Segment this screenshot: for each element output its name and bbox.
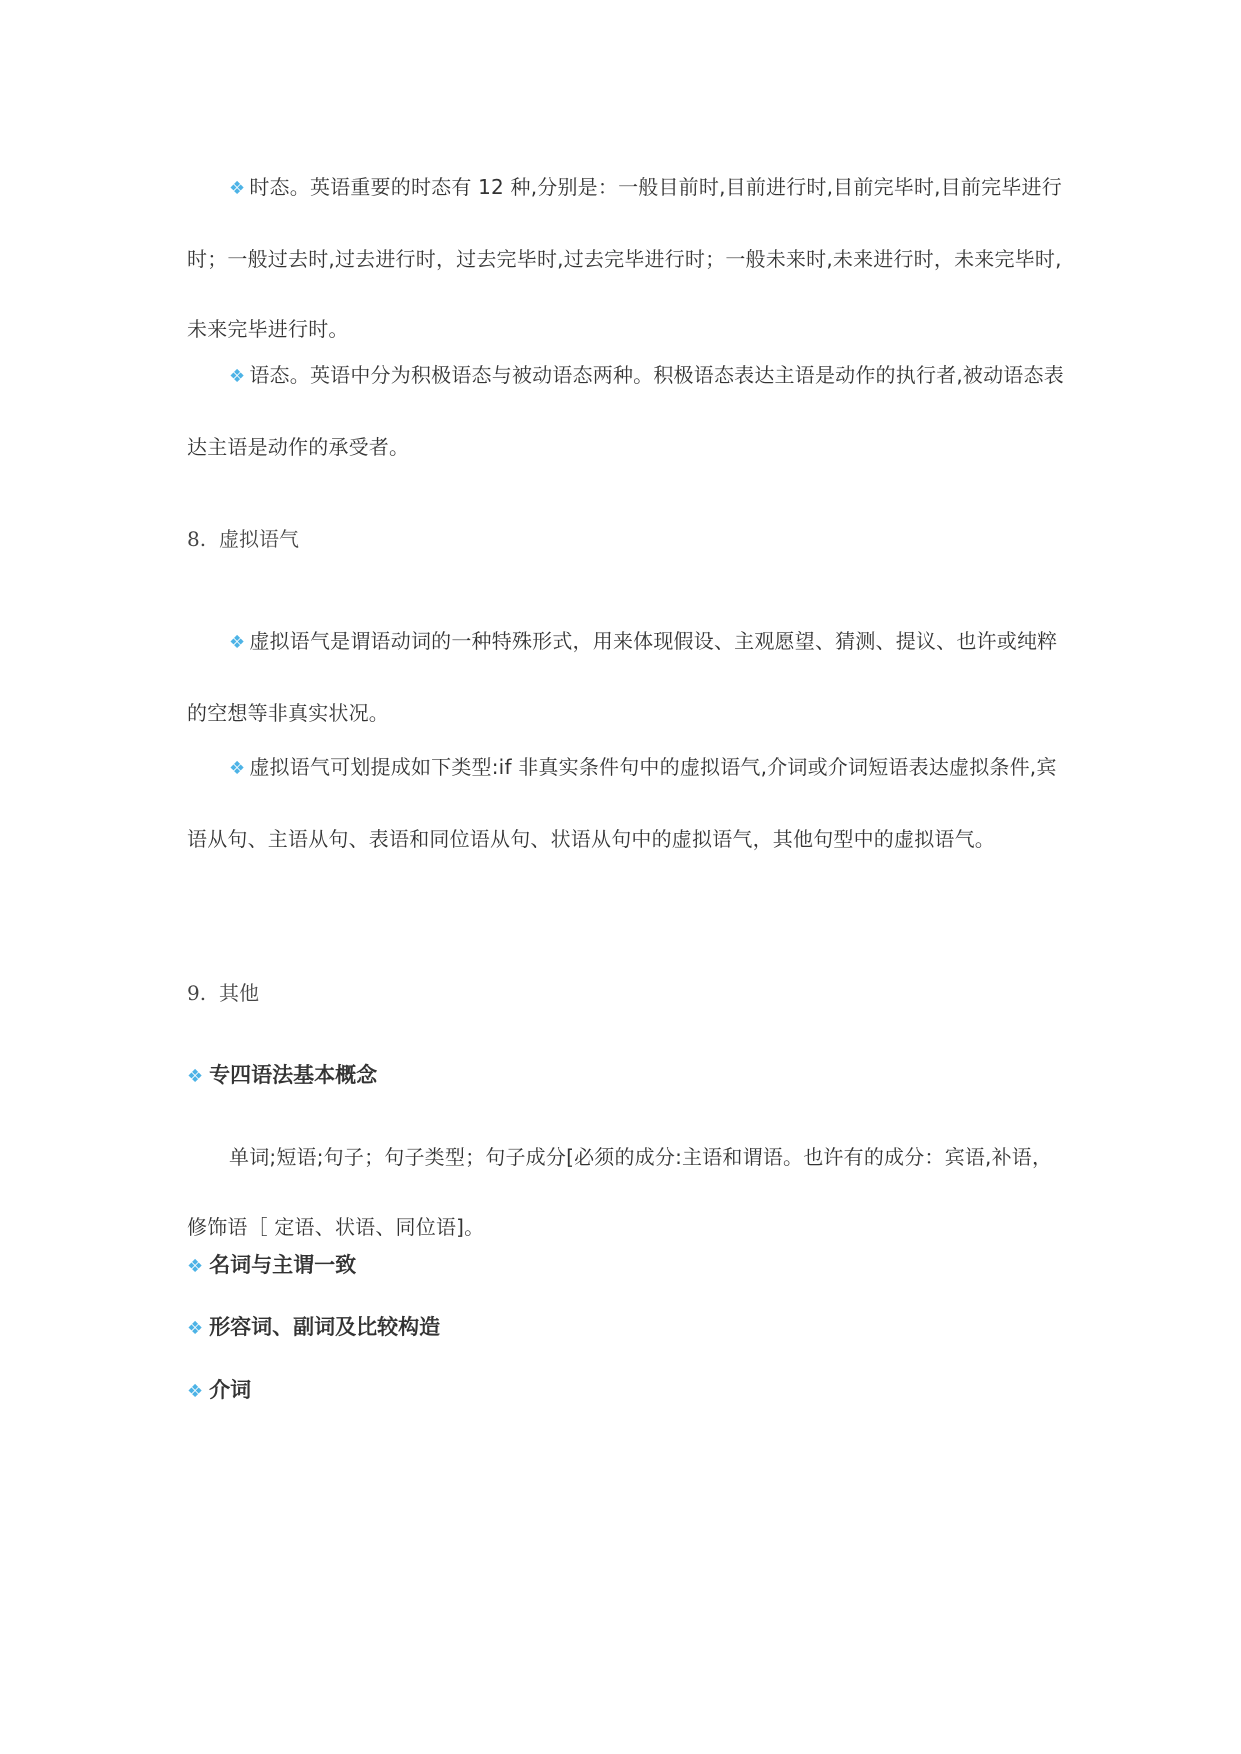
diamond-bullet-icon: ❖ [229,632,246,653]
diamond-bullet-icon: ❖ [229,758,246,779]
subjunctive-definition-paragraph [187,606,1067,748]
section-number: 8. [187,527,207,551]
diamond-bullet-icon: ❖ [229,366,246,387]
diamond-bullet-icon: ❖ [187,1318,204,1339]
subjunctive-types-paragraph [187,732,1067,874]
grammar-concepts-text: 单词;短语;句子；句子类型；句子成分[必须的成分:主语和谓语。也许有的成分：宾语,补语，修饰语［ 定语、状语、同位语]。 [187,1145,1053,1239]
diamond-bullet-icon: ❖ [187,1381,204,1402]
section-heading-9 [187,978,259,1008]
diamond-bullet-icon: ❖ [187,1066,204,1087]
heading-noun-agreement: ❖ 名词与主谓一致 [187,1253,357,1277]
tense-text: 时态。英语重要的时态有 12 种,分别是：一般目前时,目前进行时,目前完毕时,目前完毕进行时；一般过去时,过去进行时，过去完毕时,过去完毕进行时；一般未来时,未来进行时，未来完毕时,未来完毕进行时。 [187,175,1062,341]
heading-grammar-concepts: ❖ 专四语法基本概念 [187,1063,378,1087]
grammar-concepts-paragraph [187,1122,1067,1262]
voice-paragraph [187,340,1067,482]
heading-adj-adv-comparison: ❖ 形容词、副词及比较构造 [187,1315,441,1339]
voice-text: 语态。英语中分为积极语态与被动语态两种。积极语态表达主语是动作的执行者,被动语态表达主语是动作的承受者。 [187,363,1064,459]
subjunctive-definition-text: 虚拟语气是谓语动词的一种特殊形式，用来体现假设、主观愿望、猜测、提议、也许或纯粹的空想等非真实状况。 [187,629,1058,725]
section-number: 9. [187,981,207,1005]
section-heading-8 [187,524,299,554]
diamond-bullet-icon: ❖ [229,178,246,199]
section-title: 其他 [219,981,259,1005]
section-title: 虚拟语气 [219,527,299,551]
heading-prepositions: ❖ 介词 [187,1378,252,1402]
subjunctive-types-text: 虚拟语气可划提成如下类型:if 非真实条件句中的虚拟语气,介词或介词短语表达虚拟条件,宾语从句、主语从句、表语和同位语从句、状语从句中的虚拟语气，其他句型中的虚拟语气。 [187,755,1057,851]
diamond-bullet-icon: ❖ [187,1256,204,1277]
tense-paragraph [187,152,1067,364]
